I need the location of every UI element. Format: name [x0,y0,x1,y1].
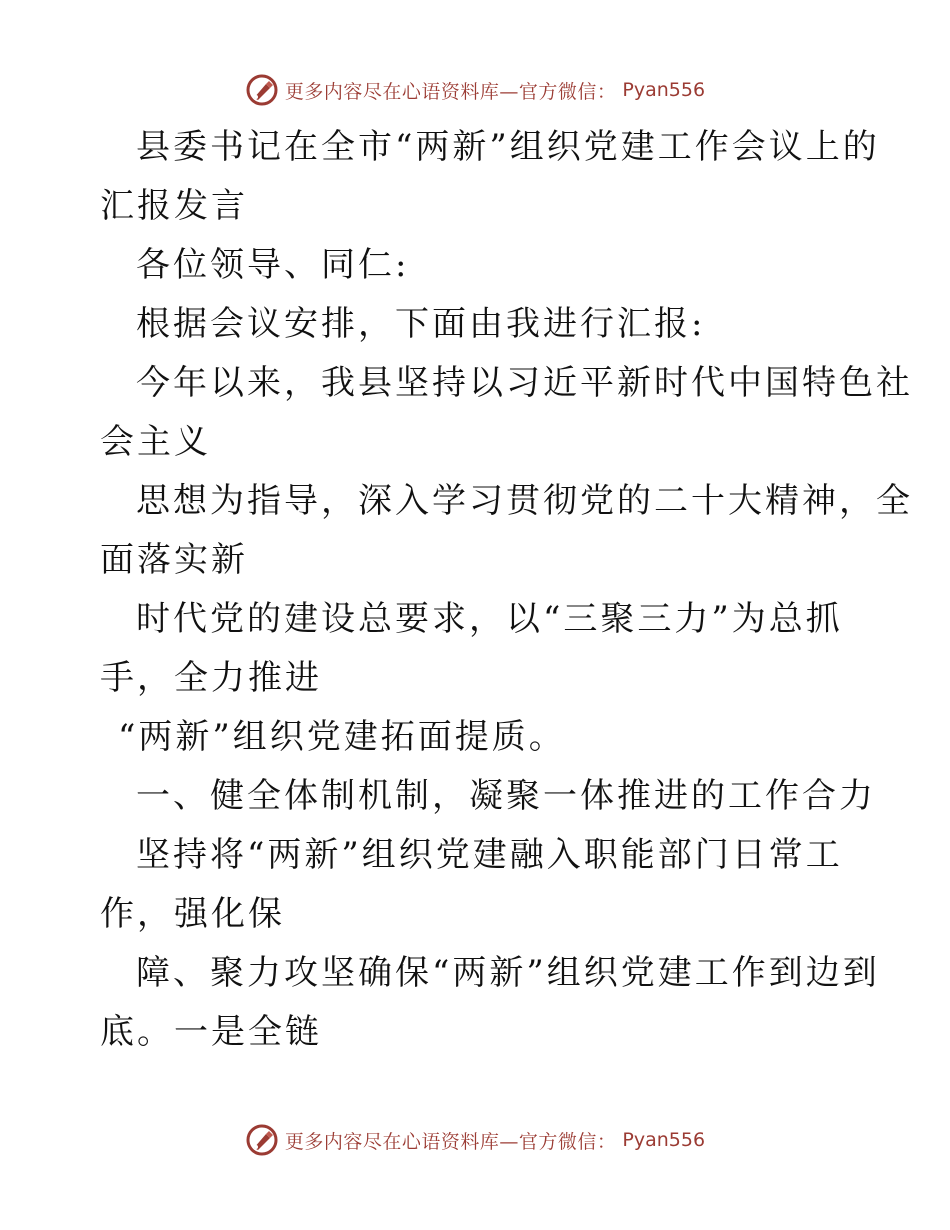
doc-paragraph-line: 会主义 [100,422,211,462]
watermark-text: 更多内容尽在心语资料库—官方微信： [284,80,617,103]
watermark-text: 更多内容尽在心语资料库—官方微信： [284,1130,617,1153]
header-watermark [0,70,950,110]
doc-title-line-2: 汇报发言 [100,186,248,226]
watermark-wechat-id: Pyan556 [622,1129,706,1151]
doc-paragraph-line: 障、聚力攻坚确保“两新”组织党建工作到边到 [136,953,880,993]
doc-paragraph-line: 面落实新 [100,540,248,580]
doc-paragraph-line: 底。一是全链 [100,1012,322,1052]
doc-paragraph-line: “两新”组织党建拓面提质。 [118,717,566,757]
doc-paragraph-line: 时代党的建设总要求，以“三聚三力”为总抓 [136,599,843,639]
document-body [100,118,913,1062]
doc-paragraph-line: 今年以来，我县坚持以习近平新时代中国特色社 [136,363,913,403]
watermark-wechat-id: Pyan556 [622,79,706,101]
doc-title-line-1: 县委书记在全市“两新”组织党建工作会议上的 [136,127,880,167]
footer-watermark [0,1120,950,1160]
pen-logo-icon [245,73,279,107]
doc-paragraph-line: 作，强化保 [100,894,285,934]
salutation: 各位领导、同仁: [136,245,410,285]
doc-paragraph-line: 坚持将“两新”组织党建融入职能部门日常工 [136,835,843,875]
doc-paragraph-line: 手，全力推进 [100,658,322,698]
doc-paragraph-line: 根据会议安排，下面由我进行汇报: [136,304,706,344]
section-heading: 一、健全体制机制，凝聚一体推进的工作合力 [136,776,876,816]
doc-paragraph-line: 思想为指导，深入学习贯彻党的二十大精神，全 [136,481,913,521]
pen-logo-icon [245,1123,279,1157]
